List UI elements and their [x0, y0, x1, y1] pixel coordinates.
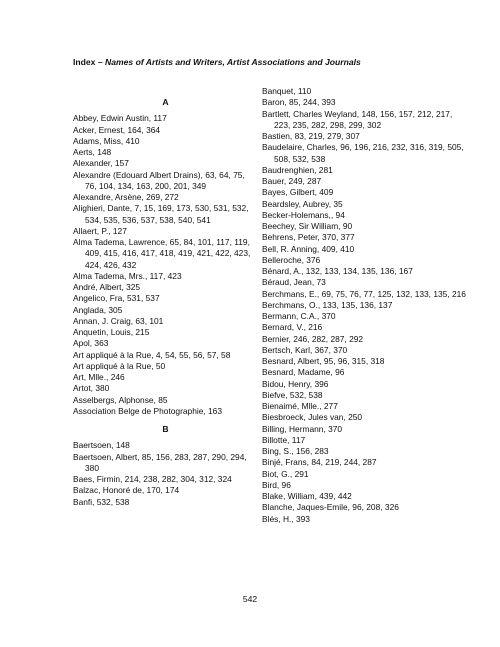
index-entry: Alma Tadema, Lawrence, 65, 84, 101, 117, 119, 409, 415, 416, 417, 418, 419, 421, 422, 423, 424, 426, 432: [73, 237, 251, 270]
index-entry: Belleroche, 376: [262, 254, 321, 265]
page-title: [73, 57, 473, 67]
index-entry: Asselbergs, Alphonse, 85: [73, 394, 168, 405]
index-left-column: [73, 86, 258, 508]
index-entry: Art appliqué à la Rue, 4, 54, 55, 56, 57, 58: [73, 349, 231, 360]
index-entry: Bermann, C.A., 370: [262, 311, 336, 321]
index-entry: Alighieri, Dante, 7, 15, 169, 173, 530, 531, 532, 534, 535, 536, 537, 538, 540, 541: [73, 203, 249, 225]
page-number: 542: [242, 594, 258, 604]
index-entry: Abbey, Edwin Austin, 117: [73, 113, 167, 124]
index-entry: Binjé, Frans, 84, 219, 244, 287: [262, 457, 377, 468]
section-letter-b: B: [162, 424, 169, 434]
index-entry: Adams, Miss, 410: [73, 135, 140, 146]
index-entry: Baertsoen, 148: [73, 440, 130, 451]
index-entry: Bertsch, Karl, 367, 370: [262, 344, 348, 355]
index-entry: Biesbroeck, Jules van, 250: [262, 412, 363, 423]
index-entry: Berchmans, E., 69, 75, 76, 77, 125, 132, 133, 135, 216: [262, 288, 466, 299]
index-entry: Bird, 96: [262, 479, 291, 490]
index-entry: Bauer, 249, 287: [262, 176, 322, 186]
index-entry: Baes, Firmin, 214, 238, 282, 304, 312, 324: [73, 474, 232, 484]
section-a-entries: [73, 113, 258, 417]
index-entry: Alexandre, Arsène, 269, 272: [73, 192, 179, 202]
index-entry: Bell, R. Anning, 409, 410: [262, 243, 355, 254]
index-entry: Billing, Hermann, 370: [262, 423, 343, 434]
index-entry: Balzac, Honoré de, 170, 174: [73, 485, 180, 496]
index-entry: Baron, 85, 244, 393: [262, 97, 336, 108]
index-entry: Bernard, V., 216: [262, 322, 323, 333]
index-right-column: [262, 86, 467, 525]
index-entry: Art, Mlle., 246: [73, 372, 125, 382]
index-entry: Alexander, 157: [73, 158, 129, 169]
index-entry: Biot, G., 291: [262, 468, 309, 479]
index-entry: Bidou, Henry, 396: [262, 378, 329, 389]
index-entry: Blake, William, 439, 442: [262, 491, 352, 501]
title-prefix: Index –: [73, 57, 105, 67]
section-b-entries: [73, 440, 258, 508]
index-entry: Art appliqué à la Rue, 50: [73, 360, 166, 371]
title-emphasis: Names of Artists and Writers, Artist Associations and Journals: [105, 57, 361, 67]
index-entry: Beardsley, Aubrey, 35: [262, 198, 343, 209]
index-entry: Association Belge de Photographie, 163: [73, 405, 222, 416]
index-entry: Alma Tadema, Mrs., 117, 423: [73, 270, 182, 281]
index-entry: Angelico, Fra, 531, 537: [73, 293, 160, 304]
index-entry: Acker, Ernest, 164, 364: [73, 124, 161, 135]
section-letter-a: A: [162, 97, 169, 107]
index-entry: Blés, H., 393: [262, 513, 310, 524]
index-entry: Anquetin, Louis, 215: [73, 327, 150, 337]
index-entry: André, Albert, 325: [73, 282, 141, 292]
index-entry: Bing, S., 156, 283: [262, 446, 329, 456]
index-entry: Artot, 380: [73, 383, 110, 394]
index-entry: Besnard, Madame, 96: [262, 367, 345, 378]
index-entry: Blanche, Jaques-Emile, 96, 208, 326: [262, 502, 399, 513]
index-entry: Baudrenghien, 281: [262, 164, 333, 175]
index-entry: Bartlett, Charles Weyland, 148, 156, 157, 212, 217, 223, 235, 282, 298, 299, 302: [262, 108, 453, 130]
index-entry: Beechey, Sir William, 90: [262, 221, 353, 231]
index-entry: Becker-Holemans,, 94: [262, 209, 345, 220]
index-entry: Bernier, 246, 282, 287, 292: [262, 333, 364, 344]
index-entry: Annan, J. Craig, 63, 101: [73, 315, 164, 326]
right-column-entries: [262, 86, 467, 525]
index-entry: Bayes, Gilbert, 409: [262, 187, 334, 198]
index-entry: Billotte, 117: [262, 434, 306, 445]
index-entry: Baudelaire, Charles, 96, 196, 216, 232, 316, 319, 505, 508, 532, 538: [262, 142, 464, 164]
index-entry: Bénard, A., 132, 133, 134, 135, 136, 167: [262, 266, 413, 276]
index-entry: Aerts, 148: [73, 147, 112, 157]
index-entry: Biefve, 532, 538: [262, 389, 323, 400]
index-entry: Allaert, P., 127: [73, 225, 127, 236]
index-entry: Bastien, 83, 219, 279, 307: [262, 131, 360, 141]
index-entry: Apol, 363: [73, 338, 109, 349]
index-entry: Béraud, Jean, 73: [262, 277, 326, 288]
index-entry: Behrens, Peter, 370, 377: [262, 232, 355, 243]
index-entry: Baertsoen, Albert, 85, 156, 283, 287, 290, 294, 380: [73, 451, 247, 473]
index-entry: Banquet, 110: [262, 86, 312, 96]
index-entry: Alexandre (Edouard Albert Drains), 63, 64, 75, 76, 104, 134, 163, 200, 201, 349: [73, 169, 245, 191]
index-entry: Berchmans, O., 133, 135, 136, 137: [262, 299, 393, 310]
index-entry: Bienaimé, Mlle., 277: [262, 401, 338, 411]
index-entry: Banfi, 532, 538: [73, 496, 130, 507]
index-entry: Anglada, 305: [73, 304, 123, 315]
index-entry: Besnard, Albert, 95, 96, 315, 318: [262, 356, 385, 366]
